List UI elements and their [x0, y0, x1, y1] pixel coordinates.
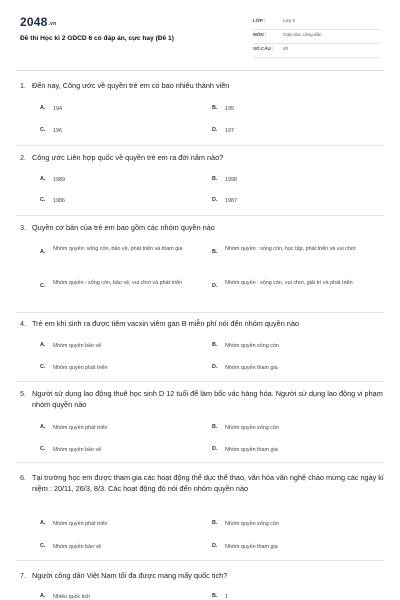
option-letter: B. — [212, 424, 218, 430]
option-text: Nhóm quyền tham gia — [225, 544, 278, 550]
question-prompt: Người sử dụng lao động thuê học sinh D 12 tuổi để làm bốc vác hàng hóa. Người sử dụng lao động vi phạm nhóm quyền nào — [32, 389, 383, 409]
option-letter: B. — [212, 520, 218, 526]
logo-text: 2048 — [20, 15, 48, 29]
exam-meta-table — [253, 16, 380, 58]
question-4 — [20, 318, 384, 371]
question-text — [20, 80, 384, 91]
question-prompt: Công ước Liên hợp quốc về quyền trẻ em ra đời năm nào? — [32, 153, 224, 162]
option-text: Nhóm quyền tham gia — [225, 365, 278, 371]
question-text — [20, 388, 384, 410]
option-text: Nhóm quyền bảo vệ — [53, 544, 102, 550]
header-divider — [16, 70, 384, 71]
option-text: Nhóm quyền : sống còn, vui chơi, giải trí và phát triển — [225, 280, 353, 286]
option-letter: A. — [40, 105, 46, 111]
question-divider — [16, 312, 384, 313]
option-letter: C. — [40, 543, 46, 549]
option-letter: B. — [212, 342, 218, 348]
option-text: 1987 — [225, 198, 237, 204]
option-letter: A. — [40, 342, 46, 348]
meta-key: LỚP : — [253, 18, 266, 23]
option-text: Nhóm quyền sống còn — [225, 521, 279, 527]
option-letter: D. — [212, 127, 218, 133]
option-letter: B. — [212, 249, 218, 255]
question-number: 4. — [20, 319, 27, 328]
page-header — [0, 0, 400, 66]
question-prompt: Tại trường học em được tham gia các hoạt động thể dục thể thao, văn hóa văn nghệ chào mừng các ngày kỉ niệm : 20/11, 26/3, 8/3. Các hoạt động đó nói đến nhóm quyền nào — [32, 473, 384, 493]
option-text: Nhóm quyền bảo vệ — [53, 447, 102, 453]
question-5 — [20, 388, 384, 453]
page-title: Đề thi Học kì 2 GDCD 6 có đáp án, cực hay (Đề 1) — [20, 35, 174, 42]
option-text: 195 — [225, 106, 234, 112]
option-text: Nhóm quyền bảo vệ — [53, 343, 102, 349]
option-letter: A. — [40, 176, 46, 182]
question-prompt: Người công dân Việt Nam tối đa được mang mấy quốc tịch? — [32, 571, 228, 580]
question-number: 5. — [20, 389, 27, 398]
question-number: 1. — [20, 81, 27, 90]
question-divider — [16, 215, 384, 216]
question-prompt: Quyền cơ bản của trẻ em bao gồm các nhóm quyền nào — [32, 223, 215, 232]
meta-row-subject — [253, 30, 380, 44]
option-letter: C. — [40, 446, 46, 452]
option-text: Nhóm quyền phát triển — [53, 521, 108, 527]
option-letter: D. — [212, 283, 218, 289]
option-letter: A. — [40, 593, 46, 599]
question-divider — [16, 560, 384, 561]
meta-row-count — [253, 44, 380, 58]
question-text — [20, 152, 384, 163]
question-2 — [20, 152, 384, 204]
option-text: 1989 — [53, 177, 65, 183]
site-logo[interactable] — [20, 15, 56, 29]
option-letter: C. — [40, 127, 46, 133]
option-letter: C. — [40, 197, 46, 203]
question-number: 7. — [20, 571, 27, 580]
question-number: 2. — [20, 153, 27, 162]
option-letter: D. — [212, 197, 218, 203]
option-letter: B. — [212, 105, 218, 111]
meta-value: Giáo dục công dân — [283, 32, 322, 37]
option-text: Nhóm quyền sống còn — [225, 343, 279, 349]
question-divider — [16, 462, 384, 463]
meta-row-class — [253, 16, 380, 30]
option-letter: B. — [212, 176, 218, 182]
option-text: Nhóm quyền phát triển — [53, 365, 108, 371]
option-letter: D. — [212, 446, 218, 452]
option-text: Nhóm quyền phát triển — [53, 425, 108, 431]
option-text: 1986 — [53, 198, 65, 204]
question-text — [20, 472, 384, 494]
option-text: Nhóm quyền : sống còn, bảo vệ, vui chơi và phát triển — [53, 280, 183, 286]
option-letter: A. — [40, 424, 46, 430]
question-divider — [16, 145, 384, 146]
option-text: 194 — [53, 106, 62, 112]
option-text: 196 — [53, 128, 62, 134]
option-text: Nhóm quyền tham gia — [225, 447, 278, 453]
question-text — [20, 570, 384, 581]
question-7 — [20, 570, 384, 600]
question-number: 3. — [20, 223, 27, 232]
question-number: 6. — [20, 473, 27, 482]
question-prompt: Trẻ em khi sinh ra được tiêm vacxin viêm gan B miễn phí nói đến nhóm quyền nào — [32, 319, 299, 328]
logo-tld: .vn — [48, 21, 57, 27]
option-letter: A. — [40, 520, 46, 526]
question-prompt: Đến nay, Công ước về quyền trẻ em có bao nhiêu thành viên — [32, 81, 230, 90]
option-letter: B. — [212, 593, 218, 599]
question-1 — [20, 80, 384, 134]
option-text: Nhóm quyền : sống còn, học tập, phát triển và vui chơi — [225, 246, 356, 252]
question-text — [20, 318, 384, 329]
question-3 — [20, 222, 384, 289]
option-letter: C. — [40, 283, 46, 289]
meta-value: 40 — [283, 46, 289, 51]
meta-key: SỐ CÂU : — [253, 46, 274, 51]
question-6 — [20, 472, 384, 550]
option-text: Nhóm quyền: sống còn, bảo vệ, phát triển và tham gia — [53, 246, 183, 252]
option-letter: C. — [40, 364, 46, 370]
option-text: Nhóm quyền sống còn — [225, 425, 279, 431]
option-text: 197 — [225, 128, 234, 134]
question-divider — [16, 381, 384, 382]
question-text — [20, 222, 384, 233]
option-letter: D. — [212, 364, 218, 370]
option-letter: A. — [40, 249, 46, 255]
meta-value: Lớp 6 — [283, 18, 295, 23]
option-text: Nhiều quốc tịch — [53, 594, 91, 600]
meta-key: MÔN : — [253, 32, 267, 37]
option-letter: D. — [212, 543, 218, 549]
option-text: 1998 — [225, 177, 237, 183]
option-text: 1 — [225, 594, 228, 600]
